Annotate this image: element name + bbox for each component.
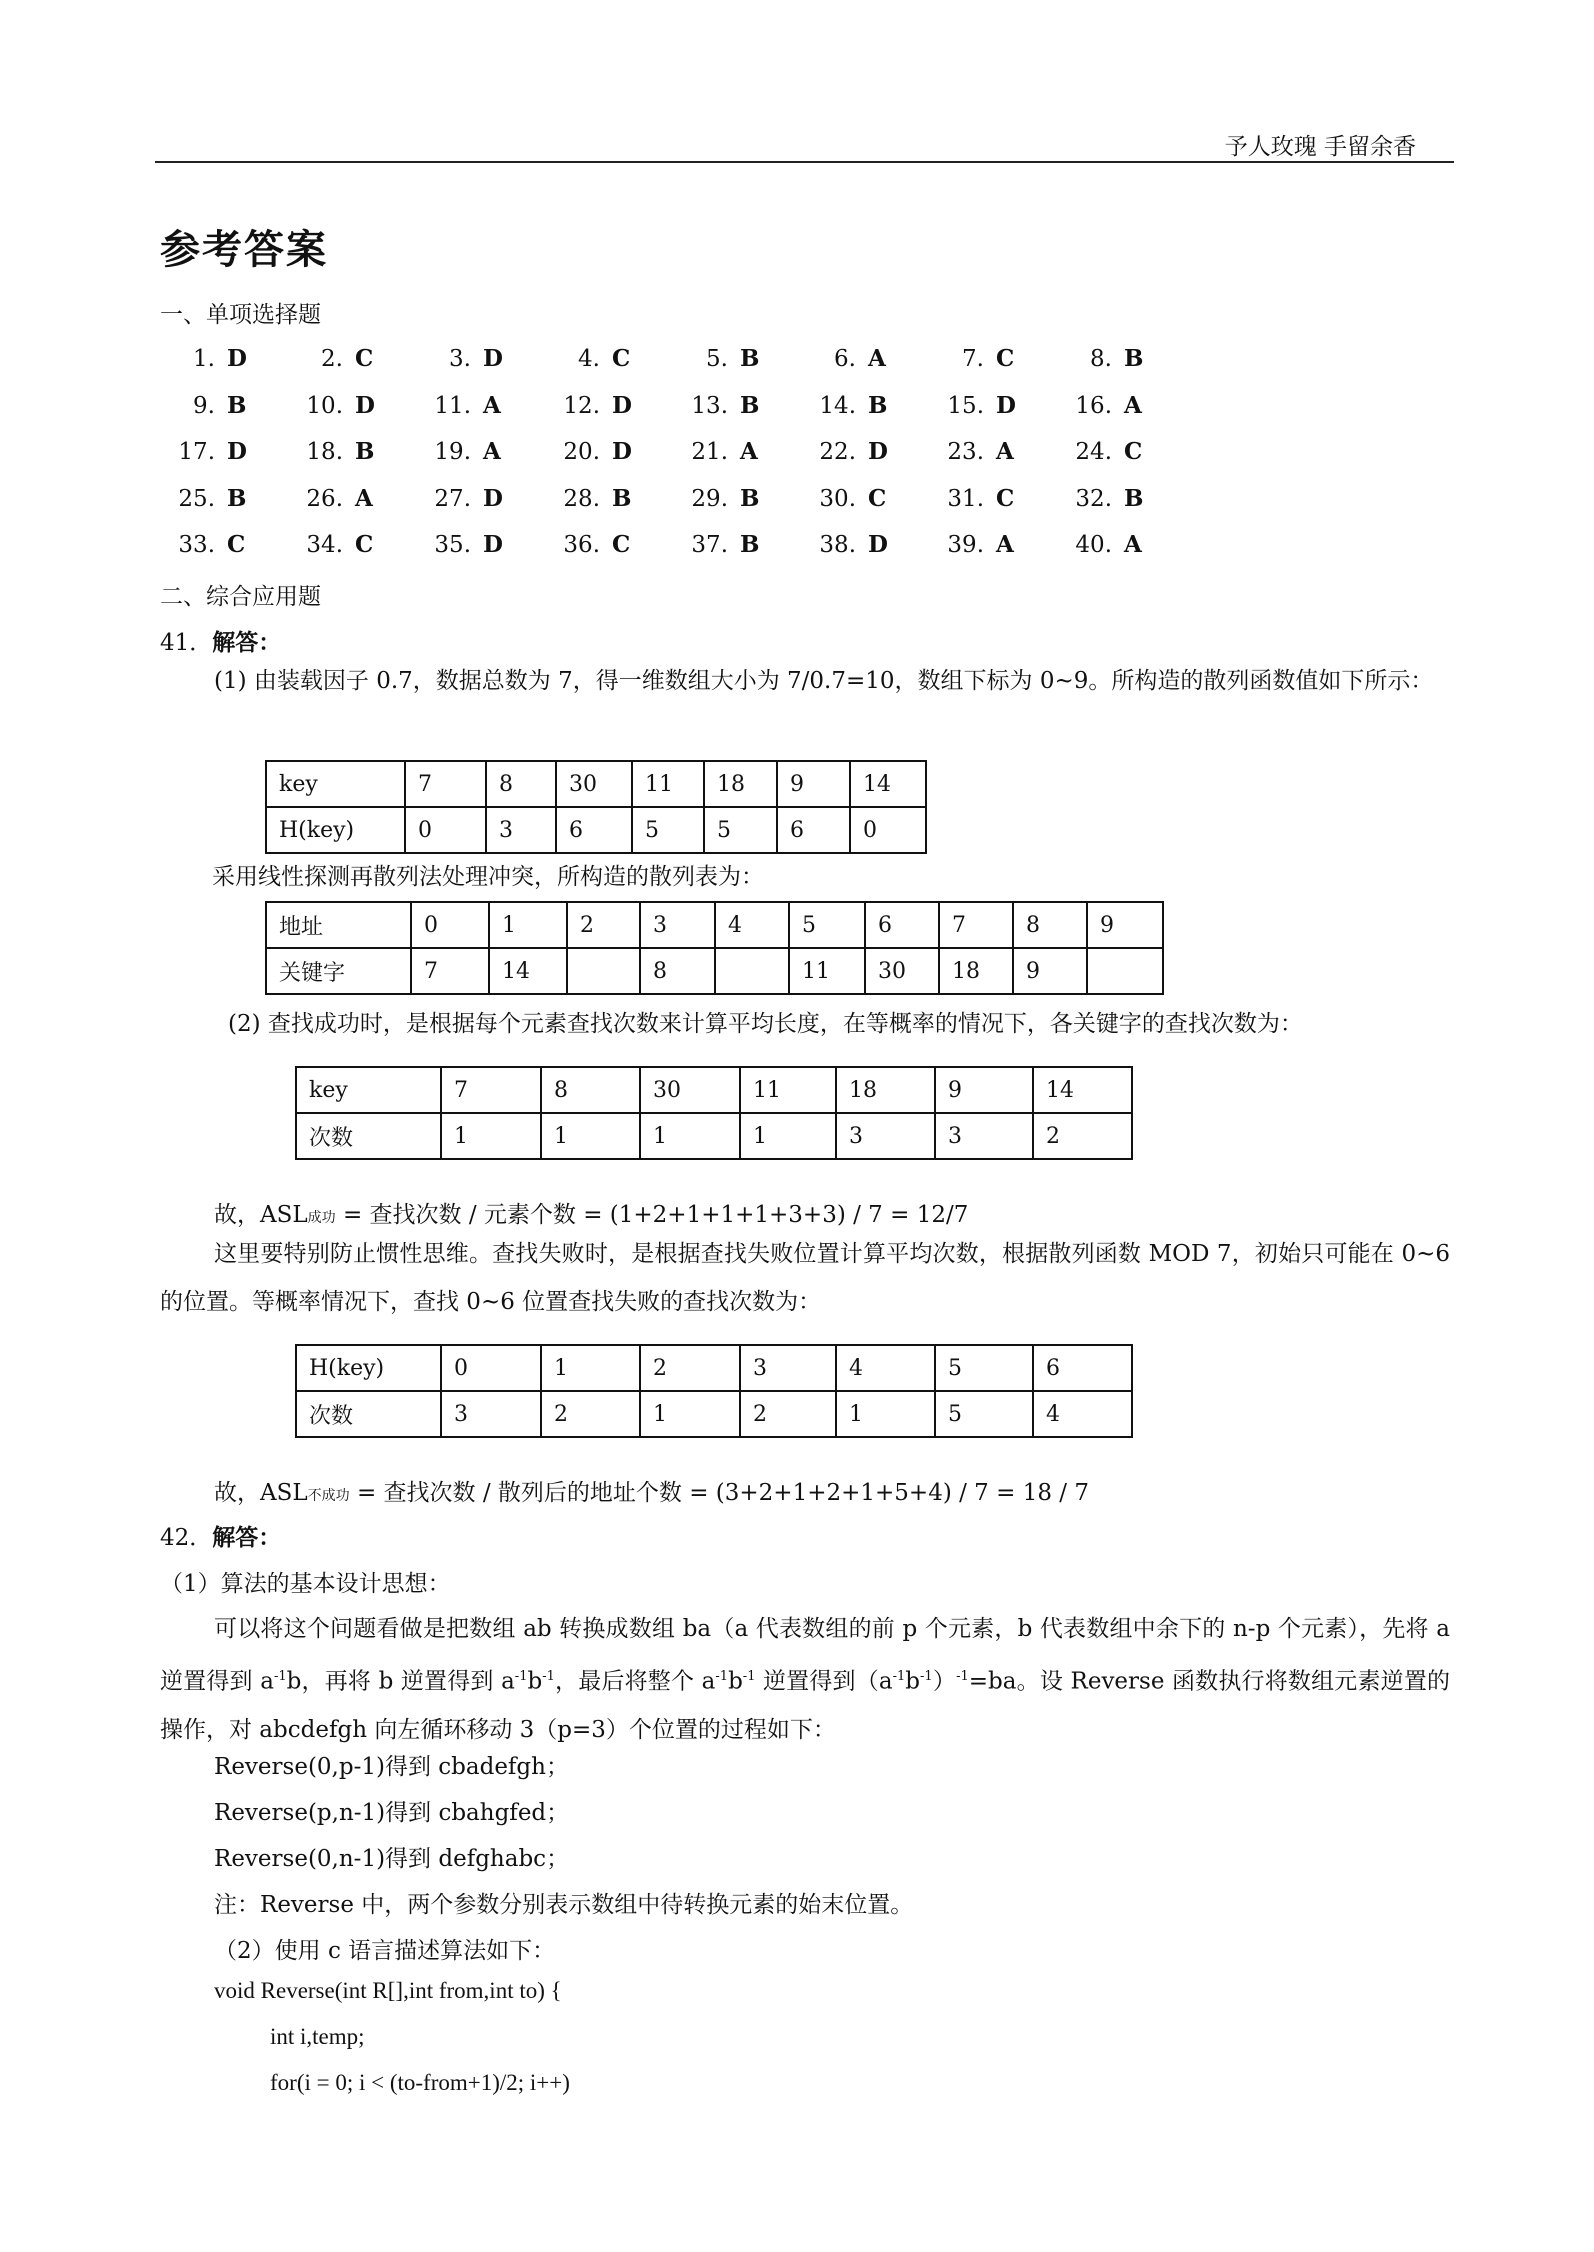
answer-number: 23. [947, 439, 984, 465]
answer-choice: D [868, 438, 888, 465]
answer-item [929, 531, 1049, 558]
answer-row [160, 345, 1160, 392]
answer-number: 14. [819, 392, 856, 419]
answer-choice: A [483, 438, 501, 465]
answer-number: 21. [691, 439, 728, 465]
answer-number: 35. [434, 532, 471, 558]
question-number: 41． [160, 630, 213, 656]
table-cell: 次数 [296, 1113, 441, 1159]
answer-choice: D [227, 438, 247, 465]
answer-number: 3. [449, 346, 471, 372]
answer-number: 10. [306, 392, 343, 419]
table-cell: 0 [411, 902, 489, 948]
answer-number: 1. [193, 346, 215, 372]
table-cell: H(key) [296, 1345, 441, 1391]
answer-item [673, 531, 793, 558]
answer-item [929, 438, 1049, 465]
answer-item [801, 345, 921, 372]
answer-choice: D [996, 391, 1016, 419]
answer-choice: B [740, 484, 760, 512]
answer-number: 24. [1075, 439, 1112, 465]
answer-number: 19. [434, 439, 471, 465]
table-cell: 1 [541, 1113, 640, 1159]
answer-choice: B [355, 438, 375, 465]
fail-search-count-table [295, 1344, 1133, 1438]
answer-number: 36. [563, 532, 600, 558]
table-cell: 6 [1033, 1345, 1132, 1391]
table-cell: 1 [740, 1113, 836, 1159]
table-cell [1087, 948, 1163, 994]
answer-item [288, 531, 408, 558]
answer-choice: B [612, 484, 632, 512]
table-cell: 0 [405, 807, 486, 853]
table-row [266, 761, 926, 807]
answer-choice: B [868, 391, 888, 419]
answer-item [416, 345, 536, 372]
table-row [296, 1113, 1132, 1159]
table-cell: 14 [489, 948, 567, 994]
answer-row [160, 392, 1160, 439]
answer-number: 6. [834, 346, 856, 372]
table-cell: 0 [850, 807, 926, 853]
answer-choice: B [1124, 484, 1144, 512]
table-cell: 7 [411, 948, 489, 994]
answer-item [545, 392, 665, 419]
q41-paragraph-2: 采用线性探测再散列法处理冲突，所构造的散列表为： [212, 864, 764, 890]
answer-number: 12. [563, 392, 600, 419]
answer-choice: C [996, 345, 1015, 372]
answer-choice: D [483, 484, 503, 512]
answer-number: 30. [819, 485, 856, 512]
table-row [296, 1345, 1132, 1391]
answer-item [673, 438, 793, 465]
table-cell: 5 [789, 902, 865, 948]
answer-item [801, 438, 921, 465]
answer-choice: A [1124, 391, 1142, 419]
asl-fail-formula: 故，ASL不成功 = 查找次数 / 散列后的地址个数 = (3+2+1+2+1+5+4) / 7 = 18 / 7 [214, 1480, 1089, 1506]
table-cell: 7 [939, 902, 1013, 948]
answer-choice: D [612, 391, 632, 419]
answer-item [1057, 392, 1177, 419]
answer-item [160, 485, 280, 512]
table-cell: key [296, 1067, 441, 1113]
table-cell: 3 [441, 1391, 541, 1437]
table-cell: 6 [865, 902, 939, 948]
answer-choice: C [1124, 438, 1143, 465]
reverse-step-3: Reverse(0,n-1)得到 defghabc； [214, 1846, 570, 1872]
section-heading-applied: 二、综合应用题 [160, 584, 321, 610]
table-cell: 1 [541, 1345, 640, 1391]
answer-item [929, 485, 1049, 512]
table-cell: 1 [836, 1391, 935, 1437]
answer-item [545, 345, 665, 372]
table-cell: 关键字 [266, 948, 411, 994]
answer-number: 31. [947, 485, 984, 512]
answer-item [416, 485, 536, 512]
table-cell: 5 [935, 1391, 1033, 1437]
answer-item [288, 485, 408, 512]
answer-choice: A [996, 531, 1014, 558]
header-divider [155, 161, 1454, 163]
table-cell: 4 [715, 902, 789, 948]
answer-choice: C [996, 484, 1015, 512]
answer-item [673, 345, 793, 372]
table-cell: 1 [489, 902, 567, 948]
answer-label: 解答： [212, 629, 282, 656]
code-line-3: for(i = 0; i < (to-from+1)/2; i++) [270, 2070, 570, 2095]
table-row [266, 902, 1163, 948]
table-cell: 4 [1033, 1391, 1132, 1437]
answer-label: 解答： [212, 1524, 282, 1551]
reverse-step-2: Reverse(p,n-1)得到 cbahgfed； [214, 1800, 570, 1826]
header-motto: 予人玫瑰 手留余香 [1224, 134, 1416, 160]
table-cell: 3 [486, 807, 556, 853]
answer-number: 18. [306, 439, 343, 465]
answer-item [416, 438, 536, 465]
success-search-count-table [295, 1066, 1133, 1160]
table-row [296, 1067, 1132, 1113]
table-cell [567, 948, 640, 994]
answer-number: 34. [306, 532, 343, 558]
table-cell: 6 [556, 807, 632, 853]
answer-choice: D [483, 345, 503, 372]
answer-item [929, 345, 1049, 372]
question-42-title [160, 1519, 281, 1552]
table-cell: 次数 [296, 1391, 441, 1437]
answer-choice: A [868, 345, 886, 372]
answer-choice: B [227, 391, 247, 419]
table-cell: 8 [640, 948, 715, 994]
answer-choice: B [740, 345, 760, 372]
code-line-1: void Reverse(int R[],int from,int to) { [214, 1978, 562, 2003]
q41-paragraph-1: (1) 由装载因子 0.7，数据总数为 7，得一维数组大小为 7/0.7=10，数组下标为 0~9。所构造的散列函数值如下所示： [214, 668, 1434, 694]
answer-item [673, 392, 793, 419]
answer-item [416, 531, 536, 558]
answer-item [545, 531, 665, 558]
answer-row [160, 531, 1160, 578]
table-cell: 2 [541, 1391, 640, 1437]
table-cell: 9 [935, 1067, 1033, 1113]
q42-subheading-1: （1）算法的基本设计思想： [160, 1571, 451, 1597]
answer-choice: C [612, 531, 631, 558]
table-cell: 6 [777, 807, 850, 853]
answer-item [545, 438, 665, 465]
table-cell: 3 [935, 1113, 1033, 1159]
answer-choice: D [483, 531, 503, 558]
answer-number: 27. [434, 485, 471, 512]
answer-item [929, 392, 1049, 419]
table-cell: 1 [640, 1113, 740, 1159]
answer-number: 25. [178, 485, 215, 512]
q41-paragraph-3: (2) 查找成功时，是根据每个元素查找次数来计算平均长度，在等概率的情况下，各关键字的查找次数为： [228, 1011, 1303, 1037]
answer-number: 2. [321, 346, 343, 372]
table-row [266, 807, 926, 853]
table-cell: 30 [556, 761, 632, 807]
answer-number: 38. [819, 532, 856, 558]
table-cell: 18 [704, 761, 777, 807]
table-cell: 7 [405, 761, 486, 807]
answer-number: 17. [178, 439, 215, 465]
table-cell: 0 [441, 1345, 541, 1391]
table-cell: 8 [1013, 902, 1087, 948]
page-title: 参考答案 [160, 226, 328, 273]
answer-choice: D [612, 438, 632, 465]
answer-choice: C [612, 345, 631, 372]
answer-item [801, 485, 921, 512]
table-cell: 2 [640, 1345, 740, 1391]
table-cell: 14 [1033, 1067, 1132, 1113]
answer-number: 8. [1090, 346, 1112, 372]
answer-item [160, 531, 280, 558]
answer-number: 39. [947, 532, 984, 558]
answer-choice: B [740, 391, 760, 419]
answer-item [545, 485, 665, 512]
answer-item [160, 345, 280, 372]
table-cell: 8 [486, 761, 556, 807]
asl-success-formula: 故，ASL成功 = 查找次数 / 元素个数 = (1+2+1+1+1+3+3) / 7 = 12/7 [214, 1202, 969, 1228]
answer-choice: A [355, 484, 373, 512]
answer-choice: A [483, 391, 501, 419]
table-cell: 4 [836, 1345, 935, 1391]
question-number: 42． [160, 1525, 213, 1551]
answer-item [160, 392, 280, 419]
answer-choice: C [868, 484, 887, 512]
answer-item [288, 392, 408, 419]
answer-number: 28. [563, 485, 600, 512]
answer-item [1057, 438, 1177, 465]
table-cell: 2 [567, 902, 640, 948]
answer-item [288, 438, 408, 465]
table-cell: 2 [740, 1391, 836, 1437]
q42-paragraph-1: 可以将这个问题看做是把数组 ab 转换成数组 ba（a 代表数组的前 p 个元素，b 代表数组中余下的 n-p 个元素），先将 a 逆置得到 $a^{-1}b$，再将 b 逆置得到 $a^{-1}b^{-1}$，最后将整个 $a^{-1}b^{-1}$ 逆置得到$(a^{-1}b^{-1})^{-1}=ba$。设 Reverse 函数执行将数组元素逆置的操作，对 abcdefgh 向左循环移动 3（p=3）个位置的过程如下： [160, 1616, 1451, 1743]
answer-item [801, 531, 921, 558]
answer-choice: C [227, 531, 246, 558]
answer-choice: C [355, 345, 374, 372]
answer-number: 16. [1075, 392, 1112, 419]
table-cell: 14 [850, 761, 926, 807]
answer-number: 11. [434, 392, 471, 419]
answer-choice: B [227, 484, 247, 512]
answer-number: 33. [178, 532, 215, 558]
q42-subheading-2: （2）使用 c 语言描述算法如下： [214, 1938, 556, 1964]
table-cell: 11 [740, 1067, 836, 1113]
answer-number: 15. [947, 392, 984, 419]
reverse-note: 注：Reverse 中，两个参数分别表示数组中待转换元素的始末位置。 [214, 1892, 914, 1918]
answer-number: 5. [706, 346, 728, 372]
code-line-2: int i,temp; [270, 2024, 365, 2049]
hash-value-table [265, 760, 927, 854]
table-cell: 30 [865, 948, 939, 994]
section-heading-multiple-choice: 一、单项选择题 [160, 302, 321, 328]
hash-table [265, 901, 1164, 995]
answer-item [288, 345, 408, 372]
question-41-title [160, 624, 281, 657]
answer-number: 9. [193, 392, 215, 419]
answer-number: 13. [691, 392, 728, 419]
table-cell: 5 [704, 807, 777, 853]
answer-choice: A [996, 438, 1014, 465]
answer-item [416, 392, 536, 419]
table-cell: 3 [740, 1345, 836, 1391]
q41-paragraph-4: 这里要特别防止惯性思维。查找失败时，是根据查找失败位置计算平均次数，根据散列函数 MOD 7，初始只可能在 0~6 的位置。等概率情况下，查找 0~6 位置查找失败的查找次数为： [160, 1241, 1450, 1315]
table-cell: 11 [632, 761, 704, 807]
reverse-step-1: Reverse(0,p-1)得到 cbadefgh； [214, 1754, 569, 1780]
table-cell: 5 [935, 1345, 1033, 1391]
answer-item [1057, 345, 1177, 372]
table-cell: 9 [777, 761, 850, 807]
table-cell: 3 [640, 902, 715, 948]
table-row [296, 1391, 1132, 1437]
table-row [266, 948, 1163, 994]
answer-item [801, 392, 921, 419]
multiple-choice-answer-grid [160, 345, 1160, 578]
answer-item [160, 438, 280, 465]
table-cell: 1 [441, 1113, 541, 1159]
table-cell: 18 [939, 948, 1013, 994]
answer-item [673, 485, 793, 512]
table-cell: 7 [441, 1067, 541, 1113]
answer-number: 40. [1075, 532, 1112, 558]
table-cell [715, 948, 789, 994]
answer-number: 7. [962, 346, 984, 372]
table-cell: 1 [640, 1391, 740, 1437]
table-cell: H(key) [266, 807, 405, 853]
answer-item [1057, 485, 1177, 512]
answer-choice: C [355, 531, 374, 558]
table-cell: 30 [640, 1067, 740, 1113]
table-cell: 2 [1033, 1113, 1132, 1159]
answer-choice: B [1124, 345, 1144, 372]
table-cell: 5 [632, 807, 704, 853]
answer-number: 26. [306, 485, 343, 512]
table-cell: 18 [836, 1067, 935, 1113]
answer-row [160, 485, 1160, 532]
answer-number: 4. [578, 346, 600, 372]
answer-choice: A [740, 438, 758, 465]
answer-item [1057, 531, 1177, 558]
answer-choice: D [868, 531, 888, 558]
answer-row [160, 438, 1160, 485]
table-cell: 9 [1087, 902, 1163, 948]
table-cell: 3 [836, 1113, 935, 1159]
answer-number: 22. [819, 439, 856, 465]
table-cell: 9 [1013, 948, 1087, 994]
answer-number: 37. [691, 532, 728, 558]
answer-choice: A [1124, 531, 1142, 558]
table-cell: 8 [541, 1067, 640, 1113]
answer-choice: B [740, 531, 760, 558]
table-cell: 地址 [266, 902, 411, 948]
answer-choice: D [355, 391, 375, 419]
answer-number: 29. [691, 485, 728, 512]
answer-choice: D [227, 345, 247, 372]
answer-number: 32. [1075, 485, 1112, 512]
table-cell: 11 [789, 948, 865, 994]
table-cell: key [266, 761, 405, 807]
answer-number: 20. [563, 439, 600, 465]
